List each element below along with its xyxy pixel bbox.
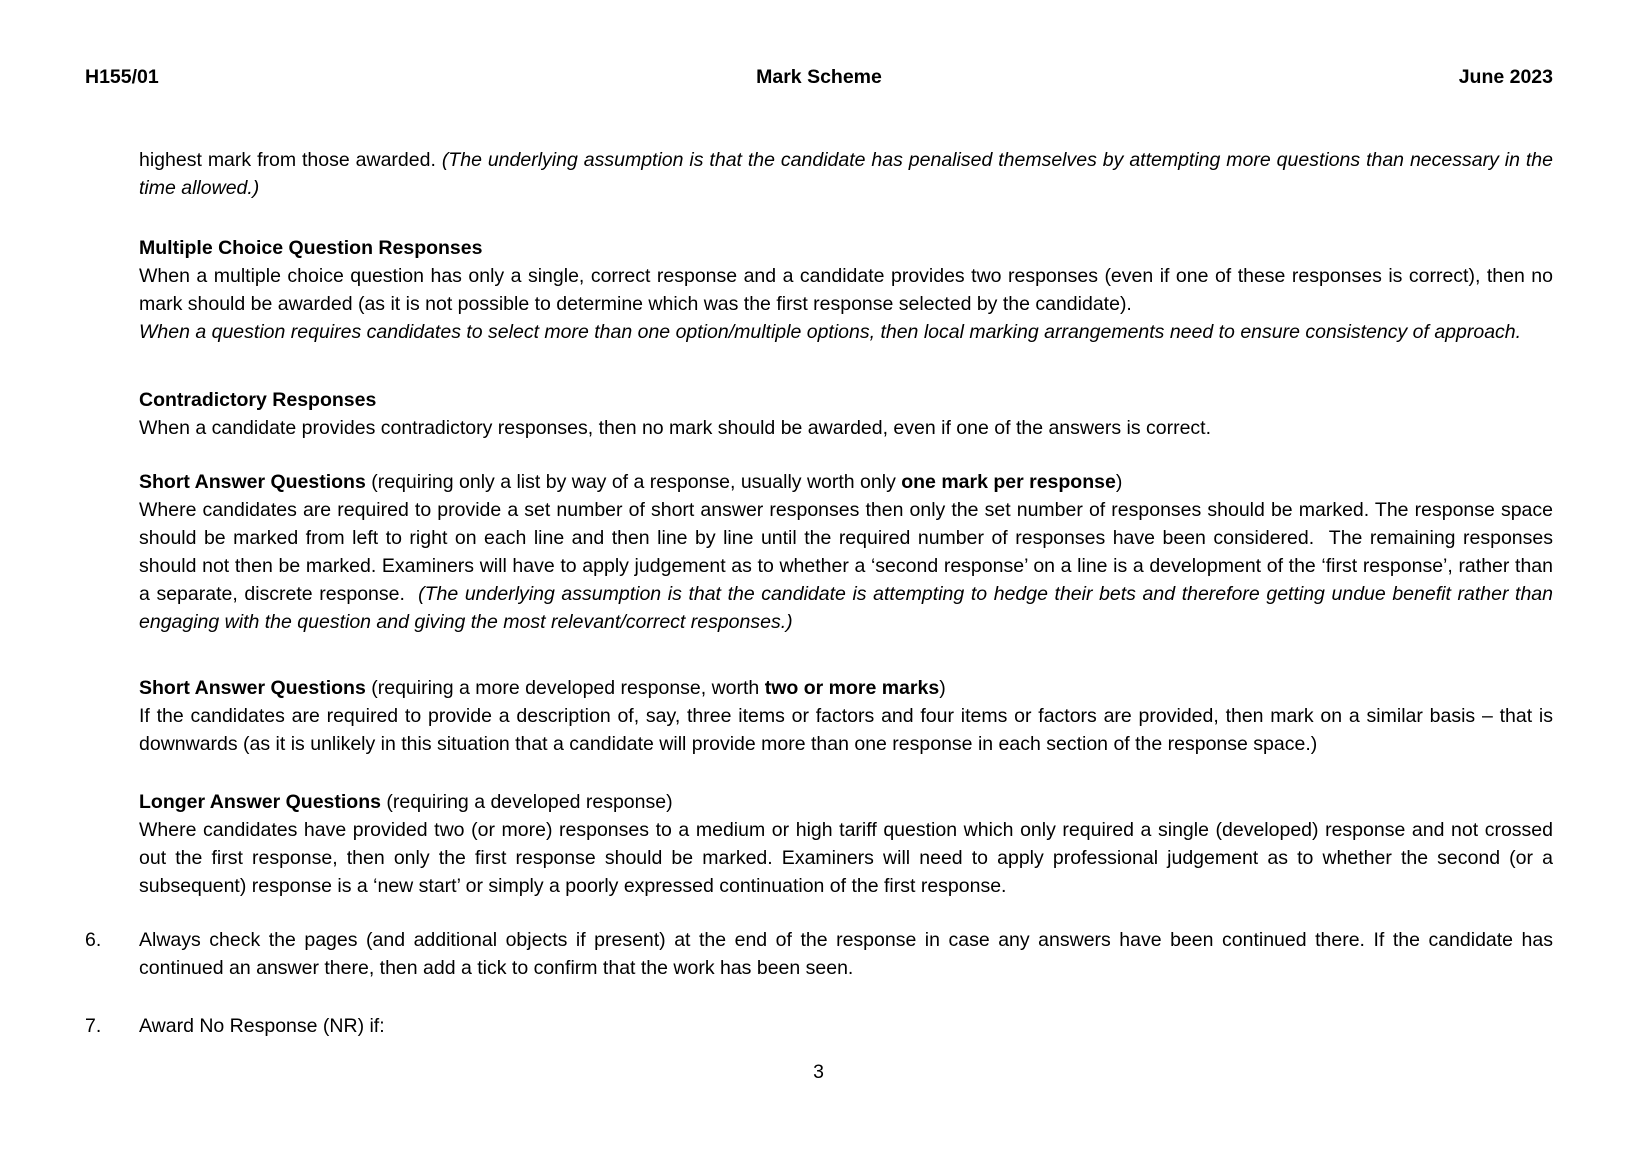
contradictory-paragraph: When a candidate provides contradictory responses, then no mark should be awarded, even if one of the answers is correct. bbox=[139, 417, 1212, 439]
section-heading-contradictory: Contradictory Responses bbox=[139, 389, 377, 411]
short-answer-list-paragraph: Where candidates are required to provide a set number of short answer responses then only the set number of responses should be marked. The response space should be marked from left to right on each line and then line by line until the required number of responses have been considered. The remaining responses should not then be marked. Examiners will have to apply judgement as to whether a ‘second response’ on a line is a development of the ‘first response’, rather than a separate, discrete response. (The underlying assumption is that the candidate is attempting to hedge their bets and therefore getting undue benefit rather than engaging with the question and giving the most relevant/correct responses.) bbox=[139, 499, 1553, 633]
doc-code: H155/01 bbox=[85, 66, 159, 88]
section-short-answer-developed bbox=[139, 674, 1553, 758]
section-multiple-choice-responses bbox=[139, 234, 1553, 346]
page-number: 3 bbox=[813, 1061, 824, 1083]
item-7-number: 7. bbox=[85, 1015, 102, 1037]
section-heading-longer-answer: Longer Answer Questions (requiring a developed response) bbox=[139, 791, 673, 813]
item-7-text: Award No Response (NR) if: bbox=[139, 1015, 385, 1037]
multiple-choice-italic-paragraph: When a question requires candidates to select more than one option/multiple options, then local marking arrangements need to ensure consistency of approach. bbox=[139, 321, 1522, 343]
section-heading-short-answer-developed: Short Answer Questions (requiring a more developed response, worth two or more marks) bbox=[139, 677, 946, 699]
section-longer-answer bbox=[139, 788, 1553, 900]
list-item-7 bbox=[85, 1012, 1553, 1040]
section-heading-multiple-choice: Multiple Choice Question Responses bbox=[139, 237, 483, 259]
list-item-6 bbox=[85, 926, 1553, 982]
short-answer-developed-paragraph: If the candidates are required to provide a description of, say, three items or factors and four items or factors are provided, then mark on a similar basis – that is downwards (as it is unlikely in this situation that a candidate will provide more than one response in each section of the response space.) bbox=[139, 705, 1553, 755]
multiple-choice-paragraph: When a multiple choice question has only a single, correct response and a candidate provides two responses (even if one of these responses is correct), then no mark should be awarded (as it is not possible to determine which was the first response selected by the candidate). bbox=[139, 265, 1553, 315]
document-body bbox=[85, 146, 1553, 1040]
section-heading-short-answer-list: Short Answer Questions (requiring only a list by way of a response, usually worth only one mark per response) bbox=[139, 471, 1123, 493]
longer-answer-paragraph: Where candidates have provided two (or more) responses to a medium or high tariff question which only required a single (developed) response and not crossed out the first response, then only the first response should be marked. Examiners will need to apply professional judgement as to whether the second (or a subsequent) response is a ‘new start’ or simply a poorly expressed continuation of the first response. bbox=[139, 819, 1553, 897]
doc-date: June 2023 bbox=[1458, 66, 1553, 88]
section-short-answer-list bbox=[139, 468, 1553, 636]
section-contradictory-responses bbox=[139, 386, 1553, 442]
page-title: Mark Scheme bbox=[756, 66, 882, 88]
item-6-number: 6. bbox=[85, 929, 102, 951]
document-header bbox=[85, 63, 1553, 91]
page-footer bbox=[0, 1058, 1637, 1086]
intro-continuation-paragraph: highest mark from those awarded. (The underlying assumption is that the candidate has penalised themselves by attempting more questions than necessary in the time allowed.) bbox=[139, 149, 1553, 199]
item-6-text: Always check the pages (and additional objects if present) at the end of the response in case any answers have been continued there. If the candidate has continued an answer there, then add a tick to confirm that the work has been seen. bbox=[139, 929, 1553, 979]
